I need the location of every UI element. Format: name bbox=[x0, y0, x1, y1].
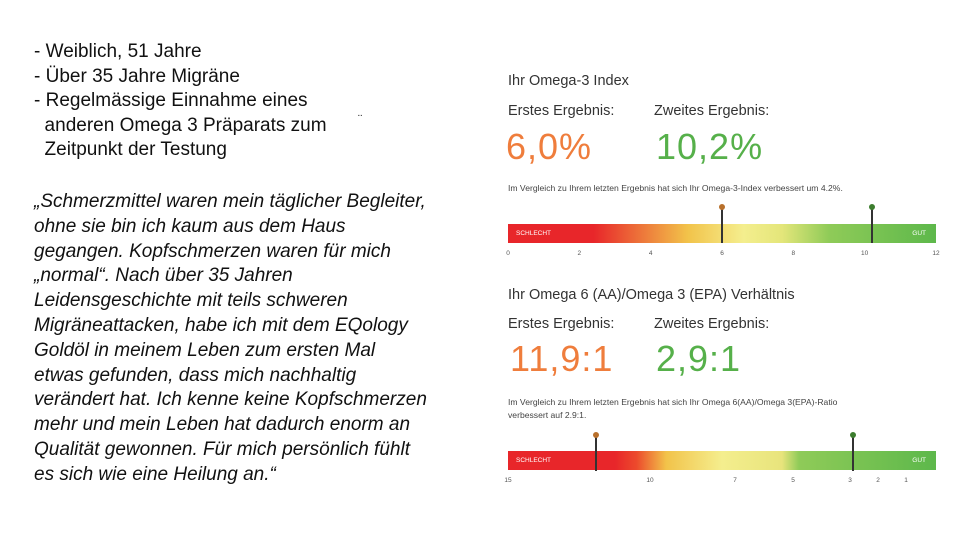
quote-line: mehr und mein Leben hat dadurch enorm an bbox=[34, 414, 411, 436]
omega3-first-value: 6,0% bbox=[506, 126, 593, 167]
quote-line: Migräneattacken, habe ich mit dem EQology bbox=[34, 314, 408, 336]
quote-line: verändert hat. Ich kenne keine Kopfschmerzen bbox=[34, 389, 427, 411]
omega3-tick: 12 bbox=[932, 250, 940, 257]
ratio-second-value: 2,9:1 bbox=[656, 338, 742, 379]
ratio-scale-bar bbox=[508, 451, 936, 470]
ratio-tick: 2 bbox=[876, 477, 880, 484]
omega3-tick: 10 bbox=[861, 250, 869, 257]
testimonial-quote bbox=[34, 190, 474, 488]
omega3-tick: 2 bbox=[577, 250, 582, 257]
ratio-bad-label: SCHLECHT bbox=[516, 457, 552, 464]
ratio-tick: 10 bbox=[646, 477, 654, 484]
omega3-first-marker-head bbox=[719, 204, 725, 210]
omega3-second-marker bbox=[871, 208, 873, 243]
ratio-first-marker bbox=[595, 436, 597, 471]
profile-bullets bbox=[34, 40, 327, 163]
ratio-note bbox=[508, 396, 938, 422]
ratio-tick: 1 bbox=[904, 477, 908, 484]
omega3-scale-ticks bbox=[0, 250, 960, 262]
omega3-bad-label: SCHLECHT bbox=[516, 230, 552, 237]
profile-bullet: - Weiblich, 51 Jahre bbox=[34, 41, 202, 62]
ratio-second-label: Zweites Ergebnis: bbox=[654, 316, 770, 332]
omega3-good-label: GUT bbox=[912, 230, 926, 237]
profile-bullet: Zeitpunkt der Testung bbox=[34, 139, 227, 160]
profile-bullet: - Regelmässige Einnahme eines bbox=[34, 90, 308, 111]
ratio-tick: 3 bbox=[848, 477, 852, 484]
omega3-second-label: Zweites Ergebnis: bbox=[654, 103, 770, 119]
quote-line: „Schmerzmittel waren mein täglicher Begleiter, bbox=[34, 191, 426, 212]
ratio-note-line: verbessert auf 2.9:1. bbox=[508, 410, 587, 420]
omega3-second-value: 10,2% bbox=[656, 126, 764, 167]
omega3-note: Im Vergleich zu Ihrem letzten Ergebnis hat sich Ihr Omega-3-Index verbessert um 4.2%. bbox=[508, 183, 843, 193]
omega3-tick: 6 bbox=[720, 250, 724, 257]
ratio-tick: 5 bbox=[791, 477, 795, 484]
quote-line: ohne sie bin ich kaum aus dem Haus bbox=[34, 215, 346, 237]
quote-line: etwas gefunden, dass mich nachhaltig bbox=[34, 364, 357, 386]
ratio-title: Ihr Omega 6 (AA)/Omega 3 (EPA) Verhältnis bbox=[508, 287, 795, 303]
omega3-index-title: Ihr Omega-3 Index bbox=[508, 73, 629, 89]
ratio-first-value: 11,9:1 bbox=[510, 338, 614, 379]
stray-mark: ¨ bbox=[358, 112, 363, 127]
profile-bullet: - Über 35 Jahre Migräne bbox=[34, 65, 240, 87]
ratio-first-marker-head bbox=[593, 432, 599, 438]
quote-line: Goldöl in meinem Leben zum ersten Mal bbox=[34, 339, 376, 361]
quote-line: es sich wie eine Heilung an.“ bbox=[34, 463, 276, 485]
quote-line: Leidensgeschichte mit teils schweren bbox=[34, 290, 348, 312]
omega3-tick: 4 bbox=[648, 250, 653, 257]
ratio-tick: 7 bbox=[733, 477, 737, 484]
ratio-note-line: Im Vergleich zu Ihrem letzten Ergebnis hat sich Ihr Omega 6(AA)/Omega 3(EPA)-Ratio bbox=[508, 397, 838, 407]
omega3-tick: 0 bbox=[506, 250, 510, 257]
quote-line: gegangen. Kopfschmerzen waren für mich bbox=[34, 240, 391, 262]
omega3-first-marker bbox=[721, 208, 723, 243]
omega3-first-label: Erstes Ergebnis: bbox=[508, 103, 615, 119]
ratio-tick: 15 bbox=[504, 477, 512, 484]
ratio-second-marker bbox=[852, 436, 854, 471]
ratio-second-marker-head bbox=[850, 432, 856, 438]
ratio-scale-ticks bbox=[0, 477, 960, 489]
ratio-good-label: GUT bbox=[912, 457, 926, 464]
quote-line: „normal“. Nach über 35 Jahren bbox=[34, 265, 293, 287]
quote-line: Qualität gewonnen. Für mich persönlich fühlt bbox=[34, 438, 410, 460]
omega3-tick: 8 bbox=[791, 250, 796, 257]
ratio-first-label: Erstes Ergebnis: bbox=[508, 316, 615, 332]
profile-bullet: anderen Omega 3 Präparats zum bbox=[34, 114, 327, 136]
omega3-second-marker-head bbox=[869, 204, 875, 210]
